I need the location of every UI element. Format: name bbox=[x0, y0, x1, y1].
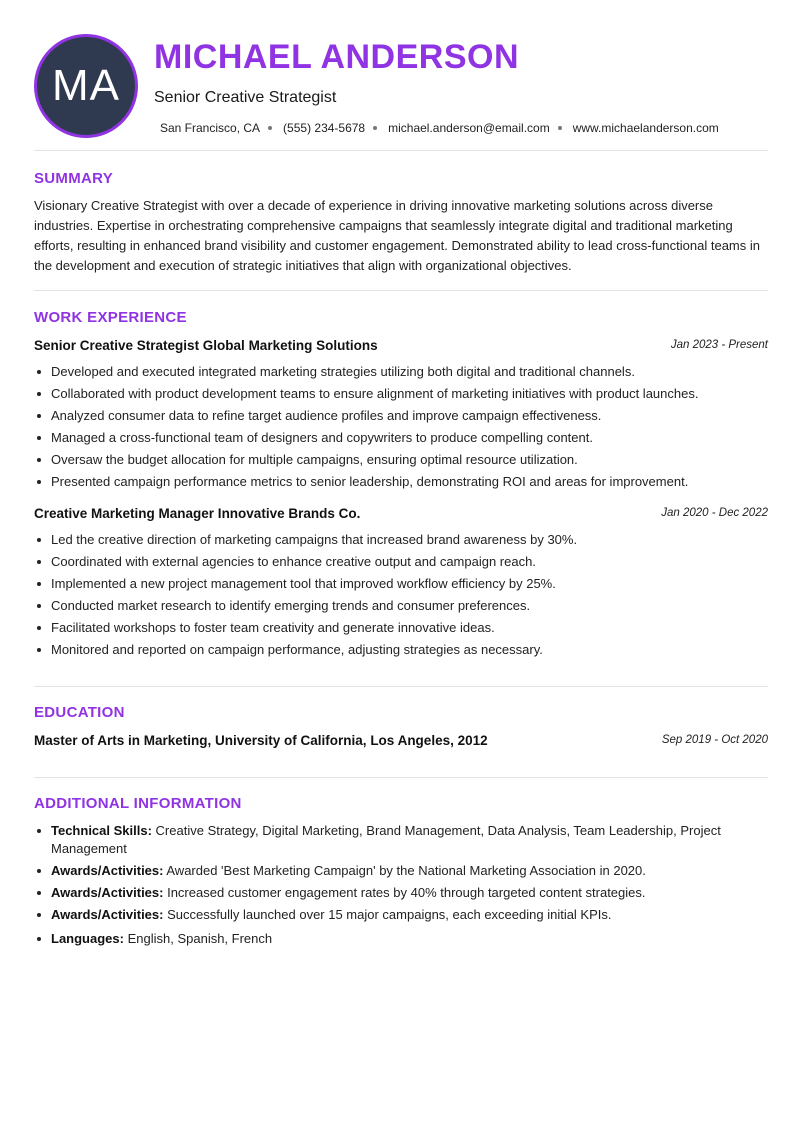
info-label: Awards/Activities: bbox=[51, 863, 164, 878]
list-item: Implemented a new project management tool that improved workflow efficiency by 25%. bbox=[34, 575, 768, 593]
education-date: Sep 2019 - Oct 2020 bbox=[661, 734, 768, 746]
job-bullets bbox=[34, 363, 768, 495]
list-item: Oversaw the budget allocation for multiple campaigns, ensuring optimal resource utilization. bbox=[34, 451, 768, 469]
list-item: Led the creative direction of marketing campaigns that increased brand awareness by 30%. bbox=[34, 531, 768, 549]
job-date: Jan 2023 - Present bbox=[670, 339, 768, 351]
job-title: Senior Creative Strategist Global Marketing Solutions bbox=[34, 338, 378, 353]
job-header bbox=[34, 338, 768, 356]
education-heading: EDUCATION bbox=[34, 704, 125, 721]
section-divider bbox=[34, 777, 768, 778]
list-item: Facilitated workshops to foster team creativity and generate innovative ideas. bbox=[34, 619, 768, 637]
resume-header bbox=[34, 34, 768, 138]
summary-text: Visionary Creative Strategist with over a decade of experience in driving innovative marketing solutions across diverse industries. Expertise in orchestrating comprehensive campaigns that seamlessly integrate digital and traditional marketing efforts, resulting in enhanced brand visibility and customer engagement. Demonstrated ability to lead cross-functional teams in the development and execution of strategic initiatives that align with organizational objectives. bbox=[34, 198, 760, 273]
info-text: Increased customer engagement rates by 40% through targeted content strategies. bbox=[167, 885, 646, 900]
candidate-name: MICHAEL ANDERSON bbox=[154, 38, 520, 76]
candidate-title: Senior Creative Strategist bbox=[154, 89, 337, 106]
separator-dot-icon bbox=[268, 126, 272, 130]
work-experience-heading: WORK EXPERIENCE bbox=[34, 309, 187, 326]
job-header bbox=[34, 506, 768, 524]
avatar-initials: MA bbox=[52, 61, 120, 110]
contact-email: michael.anderson@email.com bbox=[388, 121, 550, 135]
list-item bbox=[34, 930, 768, 948]
section-divider bbox=[34, 686, 768, 687]
info-label: Languages: bbox=[51, 931, 124, 946]
list-item: Conducted market research to identify emerging trends and consumer preferences. bbox=[34, 597, 768, 615]
info-text: Awarded 'Best Marketing Campaign' by the National Marketing Association in 2020. bbox=[166, 863, 646, 878]
additional-info-list bbox=[34, 822, 768, 952]
job-date: Jan 2020 - Dec 2022 bbox=[661, 507, 768, 519]
info-text: Creative Strategy, Digital Marketing, Brand Management, Data Analysis, Team Leadership, Project Management bbox=[51, 823, 721, 856]
degree: Master of Arts in Marketing, University of California, Los Angeles, 2012 bbox=[34, 733, 488, 748]
education-entry bbox=[34, 733, 768, 751]
contact-website: www.michaelanderson.com bbox=[572, 121, 719, 135]
contact-location: San Francisco, CA bbox=[160, 121, 261, 135]
contact-info bbox=[160, 121, 719, 135]
list-item bbox=[34, 862, 768, 880]
additional-info-heading: ADDITIONAL INFORMATION bbox=[34, 795, 242, 812]
list-item: Coordinated with external agencies to enhance creative output and campaign reach. bbox=[34, 553, 768, 571]
list-item bbox=[34, 822, 768, 858]
avatar bbox=[34, 34, 138, 138]
contact-phone: (555) 234-5678 bbox=[283, 121, 366, 135]
separator-dot-icon bbox=[373, 126, 377, 130]
job-title: Creative Marketing Manager Innovative Brands Co. bbox=[34, 506, 361, 521]
list-item: Developed and executed integrated marketing strategies utilizing both digital and traditional channels. bbox=[34, 363, 768, 381]
info-label: Awards/Activities: bbox=[51, 885, 164, 900]
section-divider bbox=[34, 290, 768, 291]
list-item: Monitored and reported on campaign performance, adjusting strategies as necessary. bbox=[34, 641, 768, 659]
list-item: Collaborated with product development teams to ensure alignment of marketing initiatives with product launches. bbox=[34, 385, 768, 403]
list-item bbox=[34, 906, 768, 924]
job-bullets bbox=[34, 531, 768, 663]
list-item bbox=[34, 884, 768, 902]
list-item: Presented campaign performance metrics to senior leadership, demonstrating ROI and areas for improvement. bbox=[34, 473, 768, 491]
summary-heading: SUMMARY bbox=[34, 170, 114, 187]
info-text: Successfully launched over 15 major campaigns, each exceeding initial KPIs. bbox=[167, 907, 612, 922]
list-item: Managed a cross-functional team of designers and copywriters to produce compelling content. bbox=[34, 429, 768, 447]
separator-dot-icon bbox=[558, 126, 562, 130]
list-item: Analyzed consumer data to refine target audience profiles and improve campaign effectiveness. bbox=[34, 407, 768, 425]
section-divider bbox=[34, 150, 768, 151]
info-label: Technical Skills: bbox=[51, 823, 152, 838]
info-label: Awards/Activities: bbox=[51, 907, 164, 922]
info-text: English, Spanish, French bbox=[127, 931, 273, 946]
